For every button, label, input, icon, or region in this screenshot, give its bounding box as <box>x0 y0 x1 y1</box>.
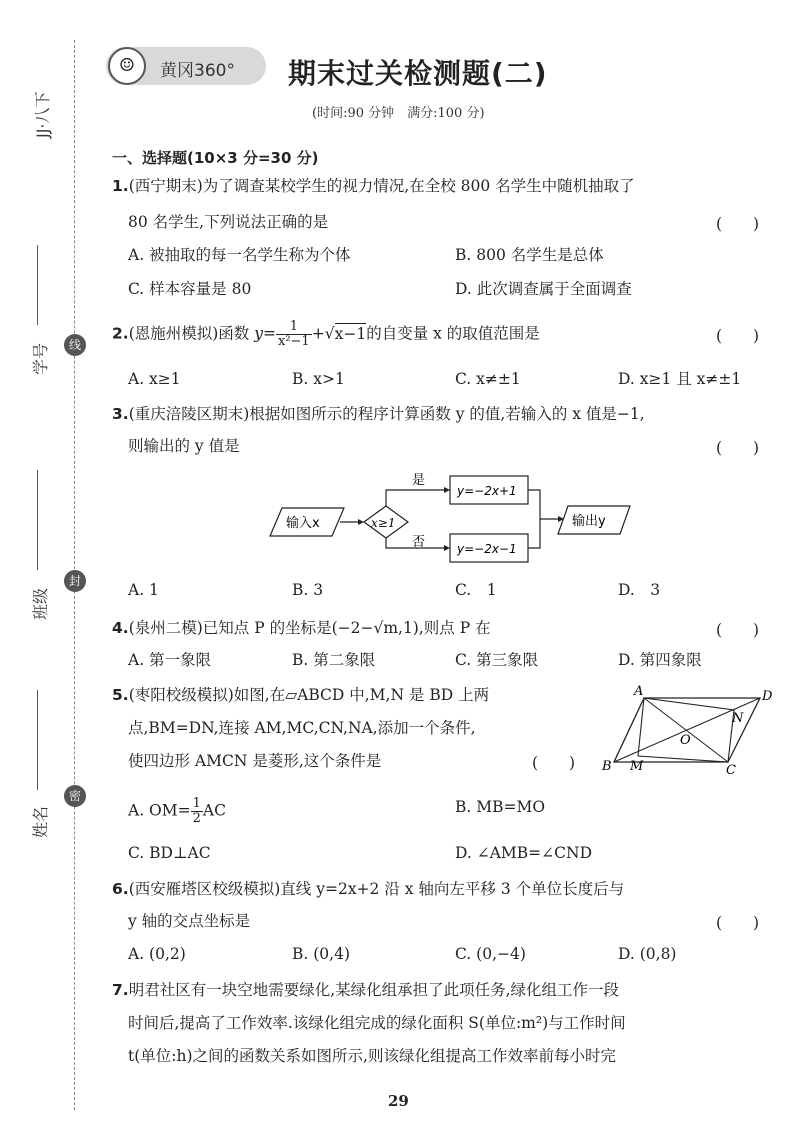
name-line[interactable] <box>37 690 38 790</box>
q5-option-d[interactable]: D. ∠AMB=∠CND <box>455 844 592 862</box>
flow-output-text: 输出y <box>572 514 606 529</box>
q4-option-a[interactable]: A. 第一象限 <box>128 651 212 669</box>
q5-option-c[interactable]: C. BD⊥AC <box>128 844 211 862</box>
q6-option-b[interactable]: B. (0,4) <box>292 945 350 963</box>
q6-option-c[interactable]: C. (0,−4) <box>455 945 526 963</box>
q1-option-d[interactable]: D. 此次调查属于全面调查 <box>455 280 632 298</box>
page-subtitle: (时间:90 分钟 满分:100 分) <box>312 106 485 121</box>
seal-line-mark: 线 <box>64 334 86 356</box>
label-c: C <box>726 763 736 776</box>
q5-line3: 使四边形 AMCN 是菱形,这个条件是 <box>128 752 382 770</box>
q3-flowchart <box>260 462 660 572</box>
q5-line1: 5.(枣阳校级模拟)如图,在▱ABCD 中,M,N 是 BD 上两 <box>112 686 490 704</box>
q2-option-b[interactable]: B. x>1 <box>292 370 345 388</box>
seal-seal-mark: 封 <box>64 570 86 592</box>
class-line[interactable] <box>37 470 38 570</box>
q3-answer-paren[interactable]: ( ) <box>716 439 760 457</box>
diagonal-bd <box>614 698 760 762</box>
label-o: O <box>680 733 691 748</box>
q5-answer-paren[interactable]: ( ) <box>532 754 576 772</box>
q7-line2: 时间后,提高了工作效率.该绿化组完成的绿化面积 S(单位:m²)与工作时间 <box>128 1014 626 1032</box>
page-title: 期末过关检测题(二) <box>288 57 548 90</box>
q2-option-d[interactable]: D. x≥1 且 x≠±1 <box>618 370 742 388</box>
q4-answer-paren[interactable]: ( ) <box>716 621 760 639</box>
label-m: M <box>630 759 644 774</box>
q2-fraction: $\frac{1}{\text{x²−1}}$ <box>277 319 310 349</box>
q2-answer-paren[interactable]: ( ) <box>716 327 760 345</box>
q6-line1: 6.(西安雁塔区校级模拟)直线 y=2x+2 沿 x 轴向左平移 3 个单位长度后与 <box>112 880 625 898</box>
q1-option-c[interactable]: C. 样本容量是 80 <box>128 280 252 298</box>
flow-condition-text: x≥1 <box>371 516 396 530</box>
q3-option-b[interactable]: B. 3 <box>292 581 324 599</box>
mascot-icon: ☺ <box>108 47 146 85</box>
q1-line2: 80 名学生,下列说法正确的是 <box>128 213 329 231</box>
q7-line3: t(单位:h)之间的函数关系如图所示,则该绿化组提高工作效率前每小时完 <box>128 1047 616 1065</box>
page-number: 29 <box>388 1092 409 1110</box>
q7-line1: 7.明君社区有一块空地需要绿化,某绿化组承担了此项任务,绿化组工作一段 <box>112 981 620 999</box>
label-n: N <box>732 711 744 726</box>
q1-answer-paren[interactable]: ( ) <box>716 215 760 233</box>
student-id-label: 学号 <box>31 342 50 375</box>
name-label: 姓名 <box>31 805 50 838</box>
q1-option-b[interactable]: B. 800 名学生是总体 <box>455 246 604 264</box>
q4-line1: 4.(泉州二模)已知点 P 的坐标是(−2−√m,1),则点 P 在 <box>112 619 491 637</box>
q5-parallelogram-figure <box>600 684 780 776</box>
q4-option-c[interactable]: C. 第三象限 <box>455 651 539 669</box>
class-label: 班级 <box>31 587 50 620</box>
q6-option-a[interactable]: A. (0,2) <box>128 945 186 963</box>
q2-option-c[interactable]: C. x≠±1 <box>455 370 521 388</box>
q6-line2: y 轴的交点坐标是 <box>128 912 251 930</box>
student-id-line[interactable] <box>37 245 38 325</box>
q4-option-d[interactable]: D. 第四象限 <box>618 651 702 669</box>
label-d: D <box>762 689 773 704</box>
q1-line1: 1.(西宁期末)为了调查某校学生的视力情况,在全校 800 名学生中随机抽取了 <box>112 177 635 195</box>
q5-line2: 点,BM=DN,连接 AM,MC,CN,NA,添加一个条件, <box>128 719 476 737</box>
q4-option-b[interactable]: B. 第二象限 <box>292 651 376 669</box>
flow-yes-label: 是 <box>412 473 426 488</box>
flow-formula-1-text: y=−2x+1 <box>457 484 517 498</box>
label-a: A <box>634 684 644 699</box>
seal-secret-mark: 密 <box>64 785 86 807</box>
q5-option-b[interactable]: B. MB=MO <box>455 798 546 816</box>
q1-option-a[interactable]: A. 被抽取的每一名学生称为个体 <box>128 246 351 264</box>
q6-option-d[interactable]: D. (0,8) <box>618 945 677 963</box>
q3-option-c[interactable]: C. 1 <box>455 581 497 599</box>
section-heading: 一、选择题(10×3 分=30 分) <box>112 149 319 167</box>
q6-answer-paren[interactable]: ( ) <box>716 914 760 932</box>
q3-line2: 则输出的 y 值是 <box>128 437 240 455</box>
q5-a-fraction: $\frac{1}{2}$ <box>192 796 201 826</box>
edition-label: JJ·八下 <box>33 91 52 138</box>
flow-formula-2-text: y=−2x−1 <box>457 542 517 556</box>
q3-option-a[interactable]: A. 1 <box>128 581 159 599</box>
q2-option-a[interactable]: A. x≥1 <box>128 370 181 388</box>
flow-no-label: 否 <box>412 535 426 550</box>
q3-option-d[interactable]: D. 3 <box>618 581 661 599</box>
flow-input-text: 输入x <box>286 516 320 531</box>
q2-line1: 2.(恩施州模拟)函数 y= $\frac{1}{\text{x²−1}}$ +√x−1的自变量 x 的取值范围是 <box>112 319 540 349</box>
q3-line1: 3.(重庆涪陵区期末)根据如图所示的程序计算函数 y 的值,若输入的 x 值是−1, <box>112 405 645 423</box>
brand-text: 黄冈360° <box>160 61 235 81</box>
label-b: B <box>602 759 612 774</box>
q5-option-a[interactable]: A. OM= $\frac{1}{2}$ AC <box>128 796 226 826</box>
